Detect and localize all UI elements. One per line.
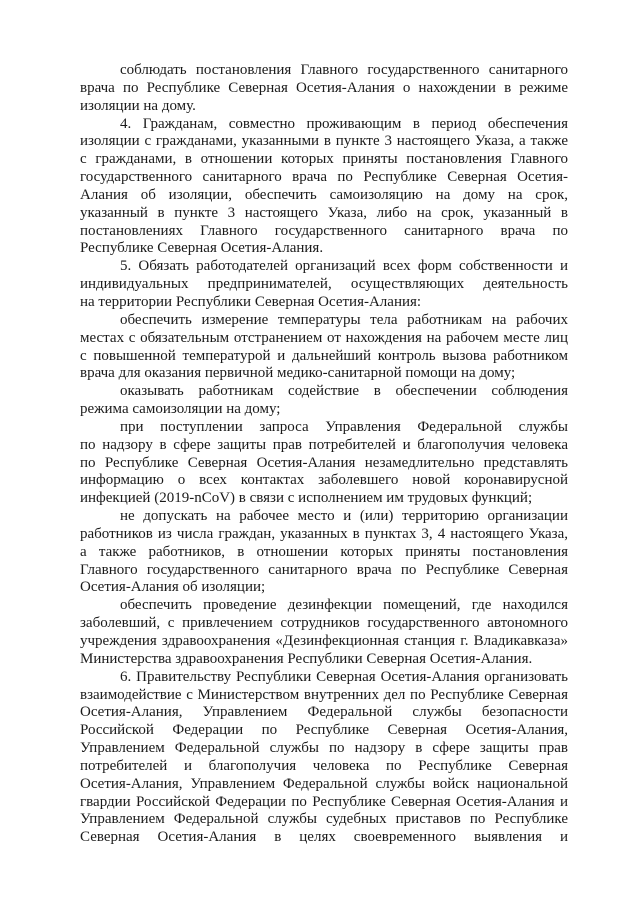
text-line: Министерства здравоохранения Республики Северная Осетия-Алания. [80,650,533,667]
text-line: инфекцией (2019-nCoV) в связи с исполнением им трудовых функций; [80,490,533,507]
text-line: обеспечить измерение температуры тела работникам на рабочих [120,311,568,328]
text-line: по Республике Северная Осетия-Алания незамедлительно представлять [80,454,568,471]
text-line: Управлением Федеральной службы судебных приставов по Республике [80,811,568,828]
text-line: постановлениях Главного государственного санитарного врача по [80,222,568,239]
text-line: заболевший, с привлечением сотрудников государственного автономного [80,615,568,632]
text-line: с повышенной температурой и дальнейший контроль вызова работником [80,347,568,364]
text-line: учреждения здравоохранения «Дезинфекционная станция г. Владикавказа» [80,633,568,649]
text-line: работников из числа граждан, указанных в пунктах 3, 4 настоящего Указа, [80,525,568,542]
text-line: Осетия-Алания, Управлением Федеральной службы безопасности [80,704,568,721]
text-line: Осетия-Алания об изоляции; [80,579,266,596]
text-line: а также работников, в отношении которых приняты постановления [80,543,568,560]
text-line: режима самоизоляции на дому; [80,401,281,418]
text-line: изоляции с гражданами, указанными в пункте 3 настоящего Указа, а также [80,133,568,150]
text-line: 5. Обязать работодателей организаций всех форм собственности и [120,258,568,275]
text-line: Главного государственного санитарного врача по Республике Северная [80,561,568,578]
text-line: оказывать работникам содействие в обеспечении соблюдения [120,383,568,400]
text-line: 6. Правительству Республики Северная Осетия-Алания организовать [120,668,568,685]
text-line: не допускать на рабочее место и (или) территорию организации [120,508,568,525]
text-line: на территории Республики Северная Осетия-Алания: [80,293,422,310]
text-line: с гражданами, в отношении которых приняты постановления Главного [80,151,568,168]
text-line: Алания об изоляции, обеспечить самоизоляцию на дому на срок, [80,186,568,203]
text-line: Российской Федерации по Республике Северная Осетия-Алания, [80,722,568,739]
text-line: государственного санитарного врача по Республике Северная Осетия- [80,169,568,186]
text-line: местах с обязательным отстранением от нахождения на рабочем месте лиц [80,329,568,346]
text-line: 4. Гражданам, совместно проживающим в период обеспечения [120,115,568,132]
text-line: изоляции на дому. [80,97,196,114]
text-line: индивидуальных предпринимателей, осуществляющих деятельность [80,276,568,293]
text-line: указанный в пункте 3 настоящего Указа, либо на срок, указанный в [80,204,568,221]
text-line: по надзору в сфере защиты прав потребителей и благополучия человека [80,436,568,453]
document-body [80,62,568,847]
text-line: потребителей и благополучия человека по Республике Северная [80,757,568,774]
text-line: врача для оказания первичной медико-санитарной помощи на дому; [80,365,516,382]
text-line: Управлением Федеральной службы по надзору в сфере защиты прав [80,740,568,757]
text-line: гвардии Российской Федерации по Республике Северная Осетия-Алания и [80,793,568,810]
text-line: взаимодействие с Министерством внутренних дел по Республике Северная [80,686,568,703]
text-line: Северная Осетия-Алания в целях своевременного выявления и [80,829,568,846]
text-line: информацию о всех контактах заболевшего новой коронавирусной [80,472,568,489]
text-line: Осетия-Алания, Управлением Федеральной службы войск национальной [80,775,568,792]
text-line: Республике Северная Осетия-Алания. [80,240,324,257]
text-line: соблюдать постановления Главного государственного санитарного [120,62,568,78]
text-line: при поступлении запроса Управления Федеральной службы [120,418,568,435]
text-line: врача по Республике Северная Осетия-Алания о нахождении в режиме [80,79,568,96]
text-line: обеспечить проведение дезинфекции помещений, где находился [120,597,568,614]
